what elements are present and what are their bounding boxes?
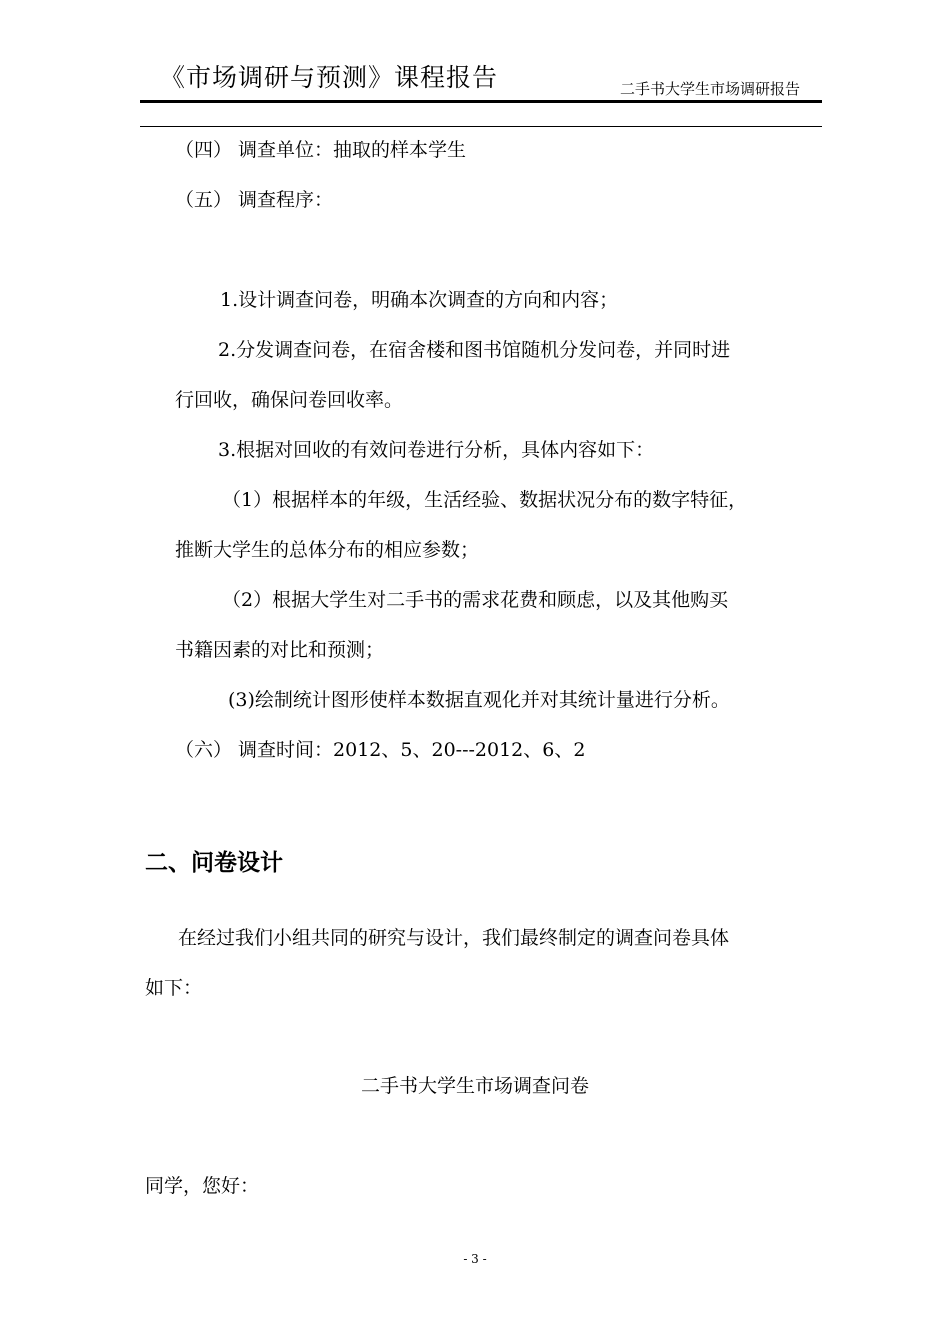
procedure-step-2-line-2: 行回收，确保问卷回收率。	[175, 389, 404, 411]
section-heading-questionnaire-design: 二、问卷设计	[145, 850, 283, 876]
header-rule-thin	[140, 126, 822, 127]
analysis-item-1-line-2: 推断大学生的总体分布的相应参数；	[175, 539, 480, 561]
report-title: 《市场调研与预测》课程报告	[160, 63, 499, 92]
questionnaire-title: 二手书大学生市场调查问卷	[360, 1075, 589, 1097]
procedure-step-3: 3.根据对回收的有效问卷进行分析，具体内容如下：	[218, 439, 655, 461]
intro-paragraph-line-1: 在经过我们小组共同的研究与设计，我们最终制定的调查问卷具体	[178, 927, 730, 949]
survey-unit: （四） 调查单位：抽取的样本学生	[175, 139, 467, 161]
intro-paragraph-line-2: 如下：	[145, 977, 203, 999]
survey-time: （六） 调查时间：2012、5、20---2012、6、2	[175, 739, 586, 761]
procedure-step-1: 1.设计调查问卷，明确本次调查的方向和内容；	[220, 289, 619, 311]
report-subtitle: 二手书大学生市场调研报告	[620, 80, 801, 98]
survey-procedure: （五） 调查程序：	[175, 189, 334, 211]
procedure-step-2-line-1: 2.分发调查问卷，在宿舍楼和图书馆随机分发问卷，并同时进	[218, 339, 731, 361]
analysis-item-2-line-2: 书籍因素的对比和预测；	[175, 639, 385, 661]
analysis-item-3: (3)绘制统计图形使样本数据直观化并对其统计量进行分析。	[228, 689, 730, 711]
analysis-item-1-line-1: （1）根据样本的年级，生活经验、数据状况分布的数字特征，	[222, 489, 748, 511]
page-number: - 3 -	[463, 1252, 487, 1266]
greeting: 同学，您好：	[145, 1175, 260, 1197]
header-rule-thick	[140, 100, 822, 103]
analysis-item-2-line-1: （2）根据大学生对二手书的需求花费和顾虑，以及其他购买	[222, 589, 729, 611]
